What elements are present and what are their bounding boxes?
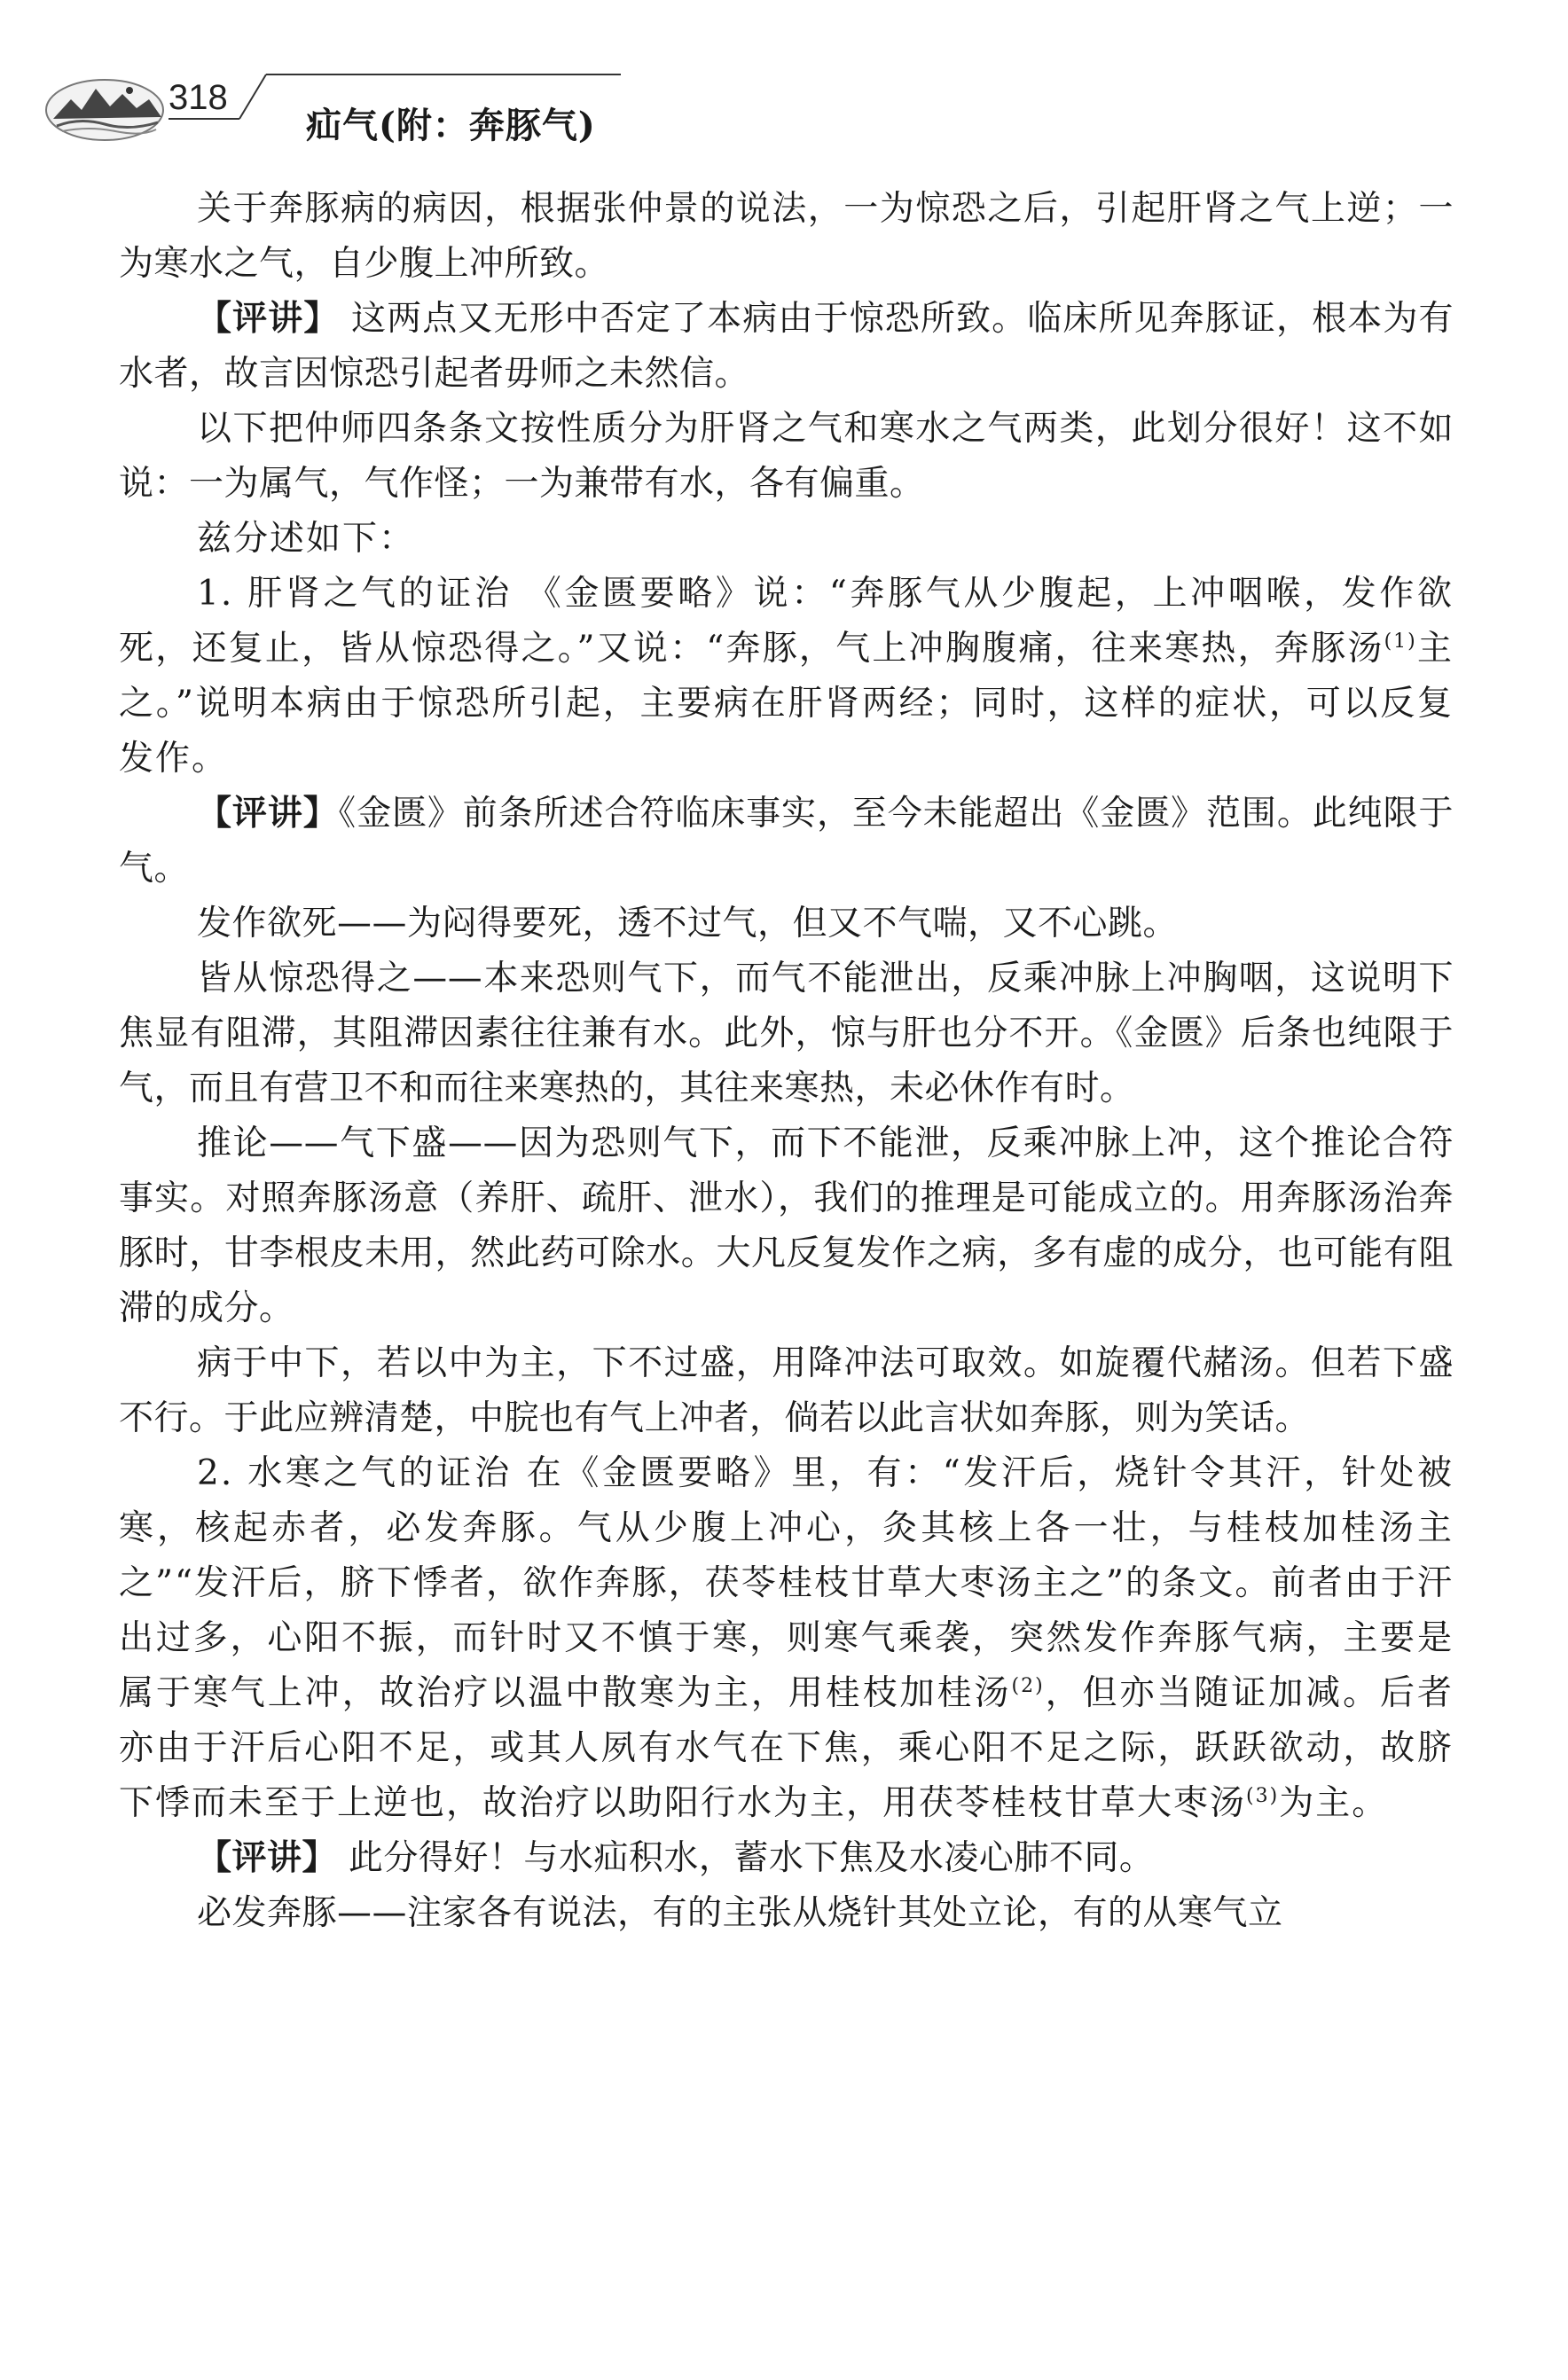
paragraph: [119, 402, 1454, 512]
paragraph: [119, 1336, 1454, 1446]
paragraph-text: 关于奔豚病的病因，根据张仲景的说法，一为惊恐之后，引起肝肾之气上逆；一为寒水之气，自少腹上冲所致。: [119, 189, 1454, 284]
paragraph-text: 主之。”说明本病由于惊恐所引起，主要病在肝肾两经；同时，这样的症状，可以反复发作。: [119, 629, 1454, 779]
body-text: [119, 182, 1454, 1941]
paragraph-text: 皆从惊恐得之——本来恐则气下，而气不能泄出，反乘冲脉上冲胸咽，这说明下焦显有阻滞，其阻滞因素往往兼有水。此外，惊与肝也分不开。《金匮》后条也纯限于气，而且有营卫不和而往来寒热的，其往来寒热，未必休作有时。: [119, 959, 1454, 1108]
paragraph-text: 病于中下，若以中为主，下不过盛，用降冲法可取效。如旋覆代赭汤。但若下盛不行。于此应辨清楚，中脘也有气上冲者，倘若以此言状如奔豚，则为笑话。: [119, 1343, 1454, 1438]
paragraph-text: 以下把仲师四条条文按性质分为肝肾之气和寒水之气两类，此划分很好！这不如说：一为属气，气作怪；一为兼带有水，各有偏重。: [119, 409, 1454, 504]
paragraph: [119, 1446, 1454, 1831]
paragraph-text: 推论——气下盛——因为恐则气下，而下不能泄，反乘冲脉上冲，这个推论合符事实。对照奔豚汤意（养肝、疏肝、泄水），我们的推理是可能成立的。用奔豚汤治奔豚时，甘李根皮未用，然此药可除水。大凡反复发作之病，多有虚的成分，也可能有阻滞的成分。: [119, 1123, 1454, 1328]
page-header: [0, 0, 1568, 177]
paragraph-text: 2. 水寒之气的证治 在《金匮要略》里，有：“发汗后，烧针令其汗，针处被寒，核起赤者，必发奔豚。气从少腹上冲心，灸其核上各一壮，与桂枝加桂汤主之”“发汗后，脐下悸者，欲作奔豚，茯苓桂枝甘草大枣汤主之”的条文。前者由于汗出过多，心阳不振，而针时又不慎于寒，则寒气乘袭，突然发作奔豚气病，主要是属于寒气上冲，故治疗以温中散寒为主，用桂枝加桂汤: [119, 1453, 1454, 1713]
paragraph-text: 1. 肝肾之气的证治 《金匮要略》说：“奔豚气从少腹起，上冲咽喉，发作欲死，还复止，皆从惊恐得之。”又说：“奔豚，气上冲胸腹痛，往来寒热，奔豚汤: [119, 574, 1454, 669]
paragraph-text: 兹分述如下：: [197, 519, 416, 559]
paragraph-text: 为主。: [1279, 1783, 1389, 1823]
paragraph: [119, 951, 1454, 1116]
page-number: 318: [169, 78, 228, 117]
paragraph: [119, 787, 1454, 896]
paragraph-text: 发作欲死——为闷得要死，透不过气，但又不气喘，又不心跳。: [197, 904, 1179, 943]
comment-tag: 【评讲】: [197, 794, 339, 834]
running-title: 疝气(附：奔豚气): [306, 105, 596, 146]
paragraph: [119, 567, 1454, 787]
comment-tag: 【评讲】: [197, 299, 340, 339]
paragraph-text: ，但亦当随证加减。后者亦由于汗后心阳不足，或其人夙有水气在下焦，乘心阳不足之际，跃跃欲动，故脐下悸而未至于上逆也，故治疗以助阳行水为主，用茯苓桂枝甘草大枣汤: [119, 1673, 1454, 1823]
footnote-marker: (2): [1011, 1675, 1045, 1697]
paragraph: [119, 182, 1454, 292]
paragraph: [119, 292, 1454, 402]
paragraph: [119, 512, 1454, 567]
footnote-marker: (1): [1384, 630, 1417, 653]
paragraph: [119, 1886, 1454, 1941]
footnote-marker: (3): [1246, 1785, 1280, 1807]
paragraph: [119, 1116, 1454, 1336]
paragraph: [119, 896, 1454, 951]
paragraph-text: 此分得好！与水疝积水，蓄水下焦及水凌心肺不同。: [337, 1838, 1155, 1878]
comment-tag: 【评讲】: [197, 1838, 338, 1878]
paragraph-text: 这两点又无形中否定了本病由于惊恐所致。临床所见奔豚证，根本为有水者，故言因惊恐引起者毋师之未然信。: [119, 299, 1454, 394]
paragraph: [119, 1831, 1454, 1886]
paragraph-text: 《金匮》前条所述合符临床事实，至今未能超出《金匮》范围。此纯限于气。: [119, 794, 1454, 889]
paragraph-text: 必发奔豚——注家各有说法，有的主张从烧针其处立论，有的从寒气立: [197, 1893, 1283, 1933]
